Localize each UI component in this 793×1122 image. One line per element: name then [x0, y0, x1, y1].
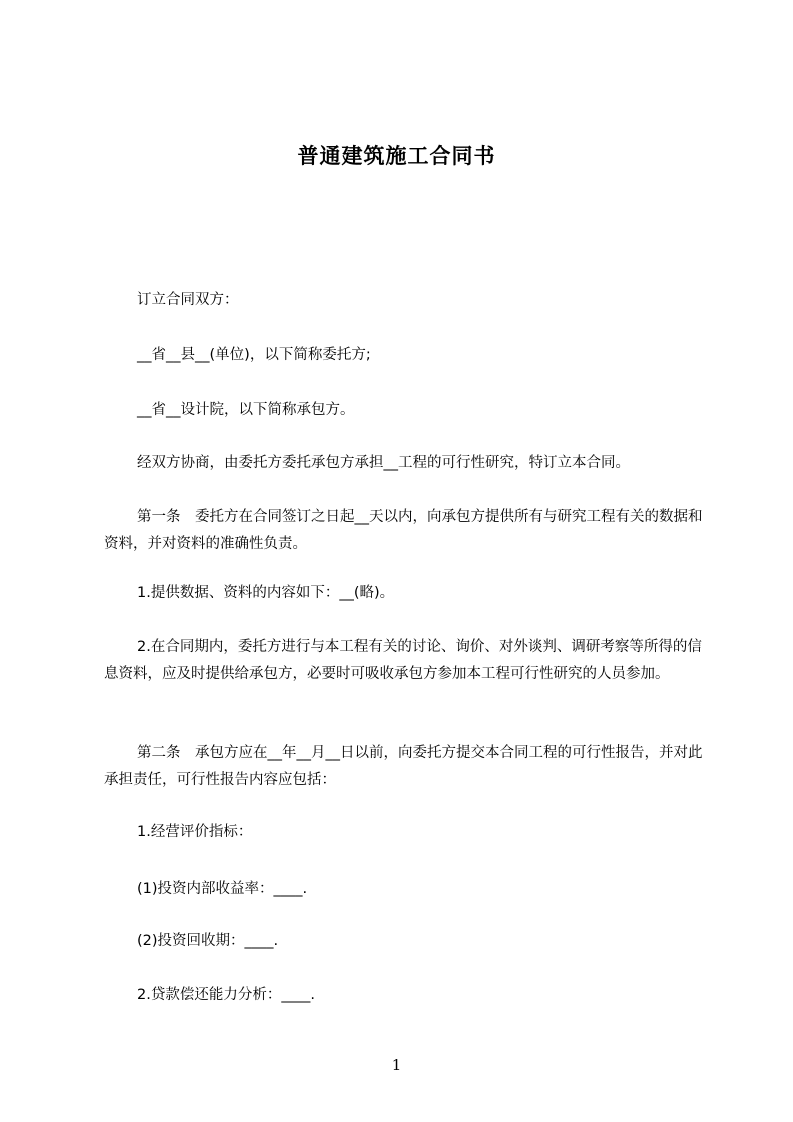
paragraph-parties-heading: 订立合同双方： — [137, 292, 239, 308]
paragraph-payback-period: (2)投资回收期：____. — [137, 933, 279, 949]
paragraph-information: 2.在合同期内，委托方进行与本工程有关的讨论、询价、对外谈判、调研考察等所得的信息资料，应及时提供给承包方，必要时可吸收承包方参加本工程可行性研究的人员参加。 — [104, 639, 702, 682]
paragraph-article-one: 第一条 委托方在合同签订之日起__天以内，向承包方提供所有与研究工程有关的数据和资料，并对资料的准确性负责。 — [104, 509, 703, 552]
paragraph-return-rate: (1)投资内部收益率：____. — [137, 881, 308, 897]
paragraph-agreement: 经双方协商，由委托方委托承包方承担__工程的可行性研究，特订立本合同。 — [137, 455, 630, 471]
document-title: 普通建筑施工合同书 — [297, 144, 496, 168]
paragraph-contractor: __省__设计院，以下简称承包方。 — [137, 402, 355, 418]
paragraph-repayment: 2.贷款偿还能力分析：____. — [137, 987, 315, 1003]
paragraph-article-two: 第二条 承包方应在__年__月__日以前，向委托方提交本合同工程的可行性报告，并对此承担责任，可行性报告内容应包括： — [104, 745, 703, 788]
paragraph-client: __省__县__(单位)，以下简称委托方; — [137, 347, 371, 363]
paragraph-indicators: 1.经营评价指标： — [137, 824, 253, 840]
paragraph-data-content: 1.提供数据、资料的内容如下：__(略)。 — [137, 585, 395, 601]
page-number: 1 — [391, 1056, 402, 1074]
